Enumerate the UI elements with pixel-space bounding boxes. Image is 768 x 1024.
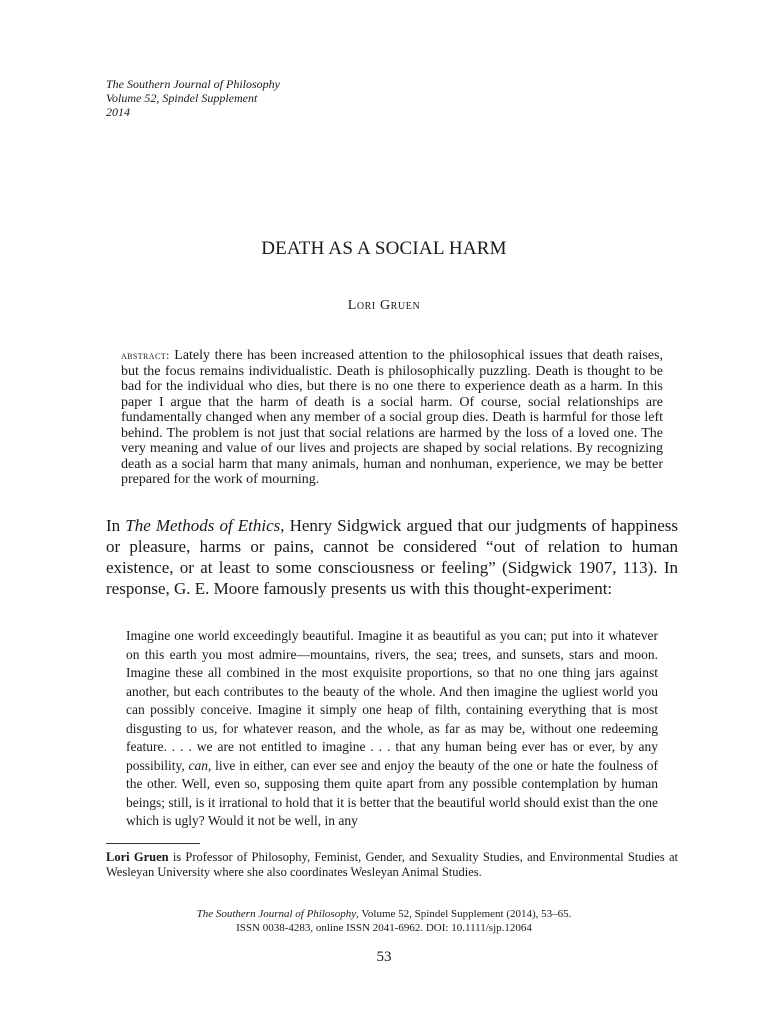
author-footnote: [106, 850, 678, 880]
footnote-author-name: Lori Gruen: [106, 850, 169, 864]
abstract: [121, 348, 663, 488]
body-rest: , Henry Sidgwick argued that our judgments of happiness or pleasure, harms or pains, cannot be considered “out of relation to human existence, or at least to some consciousness or feeling” (Sidgwick 1907, 113). In response, G. E. Moore famously presents us with this thought-experiment:: [106, 516, 679, 598]
block-quote: [126, 627, 658, 831]
article-author: Lori Gruen: [347, 298, 421, 313]
abstract-text: Lately there has been increased attention to the philosophical issues that death raises, but the focus remains individualistic. Death is philosophically puzzling. Death is thought to be bad for the individual who dies, but there is no one there to experience death as a harm. In this paper I argue that the harm of death is a social harm. Of course, social relationships are fundamentally changed when any member of a social group dies. Death is harmful for those left behind. The problem is not just that social relations are harmed by the loss of a loved one. The very meaning and value of our lives and projects are shaped by social relations. By recognizing death as a social harm that many animals, human and nonhuman, experience, we may be better prepared for the work of mourning.: [121, 348, 664, 487]
body-paragraph: [106, 515, 678, 599]
header-year: 2014: [106, 105, 130, 119]
citation-line-1: [0, 907, 768, 921]
body-book-title: The Methods of Ethics: [125, 516, 281, 535]
footnote-rule: [106, 843, 200, 844]
article-title: DEATH AS A SOCIAL HARM: [261, 238, 507, 259]
abstract-label: abstract:: [121, 348, 170, 362]
quote-part2: , live in either, can ever see and enjoy the beauty of the one or hate the foulness of the other. Well, even so, supposing them quite apart from any possible contemplation by human beings; still, is it irrational to hold that it is better that the beautiful world should exist than the one which is ugly? Would it not be well, in any: [126, 757, 658, 828]
header-volume: Volume 52, Spindel Supplement: [106, 91, 258, 105]
body-lead: In: [106, 516, 126, 535]
citation-issn: ISSN 0038-4283, online ISSN 2041-6962. DOI: 10.1111/sjp.12064: [236, 922, 532, 934]
running-header: [106, 77, 280, 119]
citation-journal: The Southern Journal of Philosophy: [196, 908, 357, 920]
quote-emphasis: can: [188, 757, 209, 773]
citation-details: , Volume 52, Spindel Supplement (2014), 53–65.: [356, 908, 572, 920]
citation-block: [0, 907, 768, 935]
header-journal: The Southern Journal of Philosophy: [106, 77, 280, 91]
page-number: 53: [376, 949, 392, 965]
quote-part1: Imagine one world exceedingly beautiful. Imagine it as beautiful as you can; put into it whatever on this earth you most admire—mountains, rivers, the sea; trees, and sunsets, stars and moon. Imagine these all combined in the most exquisite proportions, so that no one thing jars against another, but each contributes to the beauty of the whole. And then imagine the ugliest world you can possibly conceive. Imagine it simply one heap of filth, containing everything that is most disgusting to us, for whatever reason, and the whole, as far as may be, without one redeeming feature. . . . we are not entitled to imagine . . . that any human being ever has or ever, by any possibility,: [126, 628, 658, 773]
footnote-text: is Professor of Philosophy, Feminist, Gender, and Sexuality Studies, and Environmental Studies at Wesleyan University where she also coordinates Wesleyan Animal Studies.: [106, 850, 678, 879]
